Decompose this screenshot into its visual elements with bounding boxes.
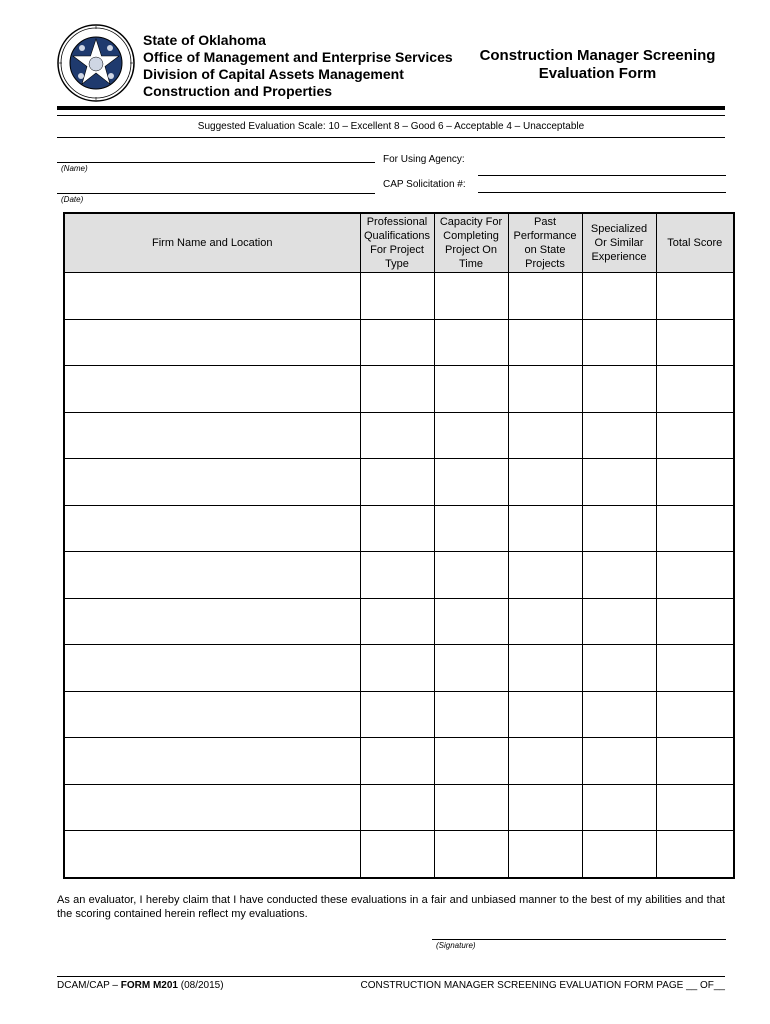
firm-name-cell[interactable] <box>64 645 360 692</box>
footer-rule <box>57 976 725 977</box>
solicitation-field[interactable] <box>478 192 726 193</box>
score-cell[interactable] <box>434 412 508 459</box>
table-row <box>64 366 734 413</box>
form-title-line1: Construction Manager Screening <box>479 47 716 64</box>
firm-name-cell[interactable] <box>64 319 360 366</box>
score-cell[interactable] <box>582 784 656 831</box>
score-cell[interactable] <box>508 412 582 459</box>
score-cell[interactable] <box>508 738 582 785</box>
firm-name-cell[interactable] <box>64 691 360 738</box>
score-cell[interactable] <box>360 459 434 506</box>
score-cell[interactable] <box>508 691 582 738</box>
footer-date: (08/2015) <box>177 980 224 991</box>
firm-name-cell[interactable] <box>64 459 360 506</box>
table-row <box>64 412 734 459</box>
signature-field[interactable] <box>432 939 726 940</box>
score-cell[interactable] <box>582 831 656 878</box>
score-cell[interactable] <box>508 319 582 366</box>
signature-label: (Signature) <box>436 941 476 950</box>
col-past-performance: Past Performance on State Projects <box>508 213 582 273</box>
date-label: (Date) <box>61 195 84 204</box>
score-cell[interactable] <box>360 645 434 692</box>
col-firm-name: Firm Name and Location <box>64 213 360 273</box>
score-cell[interactable] <box>582 459 656 506</box>
scale-top-rule <box>57 115 725 116</box>
score-cell[interactable] <box>582 598 656 645</box>
table-row <box>64 552 734 599</box>
table-body <box>64 273 734 879</box>
name-field[interactable] <box>57 162 375 163</box>
score-cell[interactable] <box>582 412 656 459</box>
score-cell[interactable] <box>508 598 582 645</box>
score-cell[interactable] <box>360 552 434 599</box>
score-cell[interactable] <box>582 738 656 785</box>
org-line-state: State of Oklahoma <box>143 32 266 48</box>
table-row <box>64 645 734 692</box>
firm-name-cell[interactable] <box>64 738 360 785</box>
table-row <box>64 784 734 831</box>
score-cell[interactable] <box>434 273 508 320</box>
score-cell[interactable] <box>656 412 734 459</box>
score-cell[interactable] <box>360 412 434 459</box>
score-cell[interactable] <box>656 598 734 645</box>
scale-bottom-rule <box>57 137 725 138</box>
name-label: (Name) <box>61 164 88 173</box>
score-cell[interactable] <box>508 459 582 506</box>
score-cell[interactable] <box>656 738 734 785</box>
form-title <box>470 47 725 83</box>
col-total-score: Total Score <box>656 213 734 273</box>
date-field[interactable] <box>57 193 375 194</box>
score-cell[interactable] <box>582 552 656 599</box>
org-line-omes: Office of Management and Enterprise Services <box>143 49 453 65</box>
org-line-division: Division of Capital Assets Management <box>143 66 404 82</box>
score-cell[interactable] <box>582 319 656 366</box>
score-cell[interactable] <box>434 784 508 831</box>
footer-prefix: DCAM/CAP – <box>57 980 121 991</box>
table-row <box>64 273 734 320</box>
score-cell[interactable] <box>434 366 508 413</box>
score-cell[interactable] <box>360 738 434 785</box>
col-specialized-experience: Specialized Or Similar Experience <box>582 213 656 273</box>
score-cell[interactable] <box>582 505 656 552</box>
score-cell[interactable] <box>434 738 508 785</box>
score-cell[interactable] <box>656 505 734 552</box>
score-cell[interactable] <box>360 831 434 878</box>
score-cell[interactable] <box>656 459 734 506</box>
score-cell[interactable] <box>508 366 582 413</box>
score-cell[interactable] <box>656 273 734 320</box>
score-cell[interactable] <box>656 691 734 738</box>
form-title-line2: Evaluation Form <box>538 65 657 82</box>
firm-name-cell[interactable] <box>64 831 360 878</box>
table-row <box>64 505 734 552</box>
col-professional-qualifications: Professional Qualifications For Project Type <box>360 213 434 273</box>
firm-name-cell[interactable] <box>64 273 360 320</box>
firm-name-cell[interactable] <box>64 505 360 552</box>
score-cell[interactable] <box>656 831 734 878</box>
table-row <box>64 319 734 366</box>
evaluation-scale: Suggested Evaluation Scale: 10 – Excellent 8 – Good 6 – Acceptable 4 – Unacceptable <box>197 121 585 132</box>
score-cell[interactable] <box>656 552 734 599</box>
score-cell[interactable] <box>582 273 656 320</box>
score-cell[interactable] <box>508 552 582 599</box>
agency-field[interactable] <box>478 175 726 176</box>
score-cell[interactable] <box>508 505 582 552</box>
score-cell[interactable] <box>360 366 434 413</box>
score-cell[interactable] <box>508 784 582 831</box>
table-row <box>64 691 734 738</box>
score-cell[interactable] <box>582 366 656 413</box>
agency-label: For Using Agency: <box>383 154 465 165</box>
score-cell[interactable] <box>434 459 508 506</box>
score-cell[interactable] <box>434 645 508 692</box>
score-cell[interactable] <box>656 366 734 413</box>
score-cell[interactable] <box>434 598 508 645</box>
score-cell[interactable] <box>434 831 508 878</box>
table-row <box>64 459 734 506</box>
evaluation-table <box>63 212 735 879</box>
score-cell[interactable] <box>508 273 582 320</box>
score-cell[interactable] <box>360 691 434 738</box>
score-cell[interactable] <box>360 319 434 366</box>
state-seal <box>57 24 135 102</box>
firm-name-cell[interactable] <box>64 552 360 599</box>
score-cell[interactable] <box>360 505 434 552</box>
footer-form-id <box>57 980 224 991</box>
firm-name-cell[interactable] <box>64 598 360 645</box>
score-cell[interactable] <box>360 598 434 645</box>
score-cell[interactable] <box>656 784 734 831</box>
firm-name-cell[interactable] <box>64 412 360 459</box>
table-header-row <box>64 213 734 273</box>
table-row <box>64 738 734 785</box>
score-cell[interactable] <box>360 784 434 831</box>
score-cell[interactable] <box>434 552 508 599</box>
firm-name-cell[interactable] <box>64 366 360 413</box>
org-line-unit: Construction and Properties <box>143 83 333 99</box>
footer-form-number: FORM M201 <box>120 980 178 991</box>
score-cell[interactable] <box>582 645 656 692</box>
table-row <box>64 598 734 645</box>
score-cell[interactable] <box>434 319 508 366</box>
col-capacity: Capacity For Completing Project On Time <box>434 213 508 273</box>
score-cell[interactable] <box>508 645 582 692</box>
score-cell[interactable] <box>360 273 434 320</box>
score-cell[interactable] <box>434 505 508 552</box>
header-rule <box>57 106 725 110</box>
score-cell[interactable] <box>508 831 582 878</box>
footer-page-info: CONSTRUCTION MANAGER SCREENING EVALUATION FORM PAGE __ OF__ <box>360 980 725 991</box>
organization-block <box>143 32 453 100</box>
firm-name-cell[interactable] <box>64 784 360 831</box>
score-cell[interactable] <box>656 645 734 692</box>
score-cell[interactable] <box>434 691 508 738</box>
score-cell[interactable] <box>582 691 656 738</box>
evaluator-statement: As an evaluator, I hereby claim that I have conducted these evaluations in a fair and unbiased manner to the best of my abilities and that the scoring contained herein reflect my evaluations. <box>57 894 725 920</box>
solicitation-label: CAP Solicitation #: <box>383 179 466 190</box>
table-row <box>64 831 734 878</box>
score-cell[interactable] <box>656 319 734 366</box>
